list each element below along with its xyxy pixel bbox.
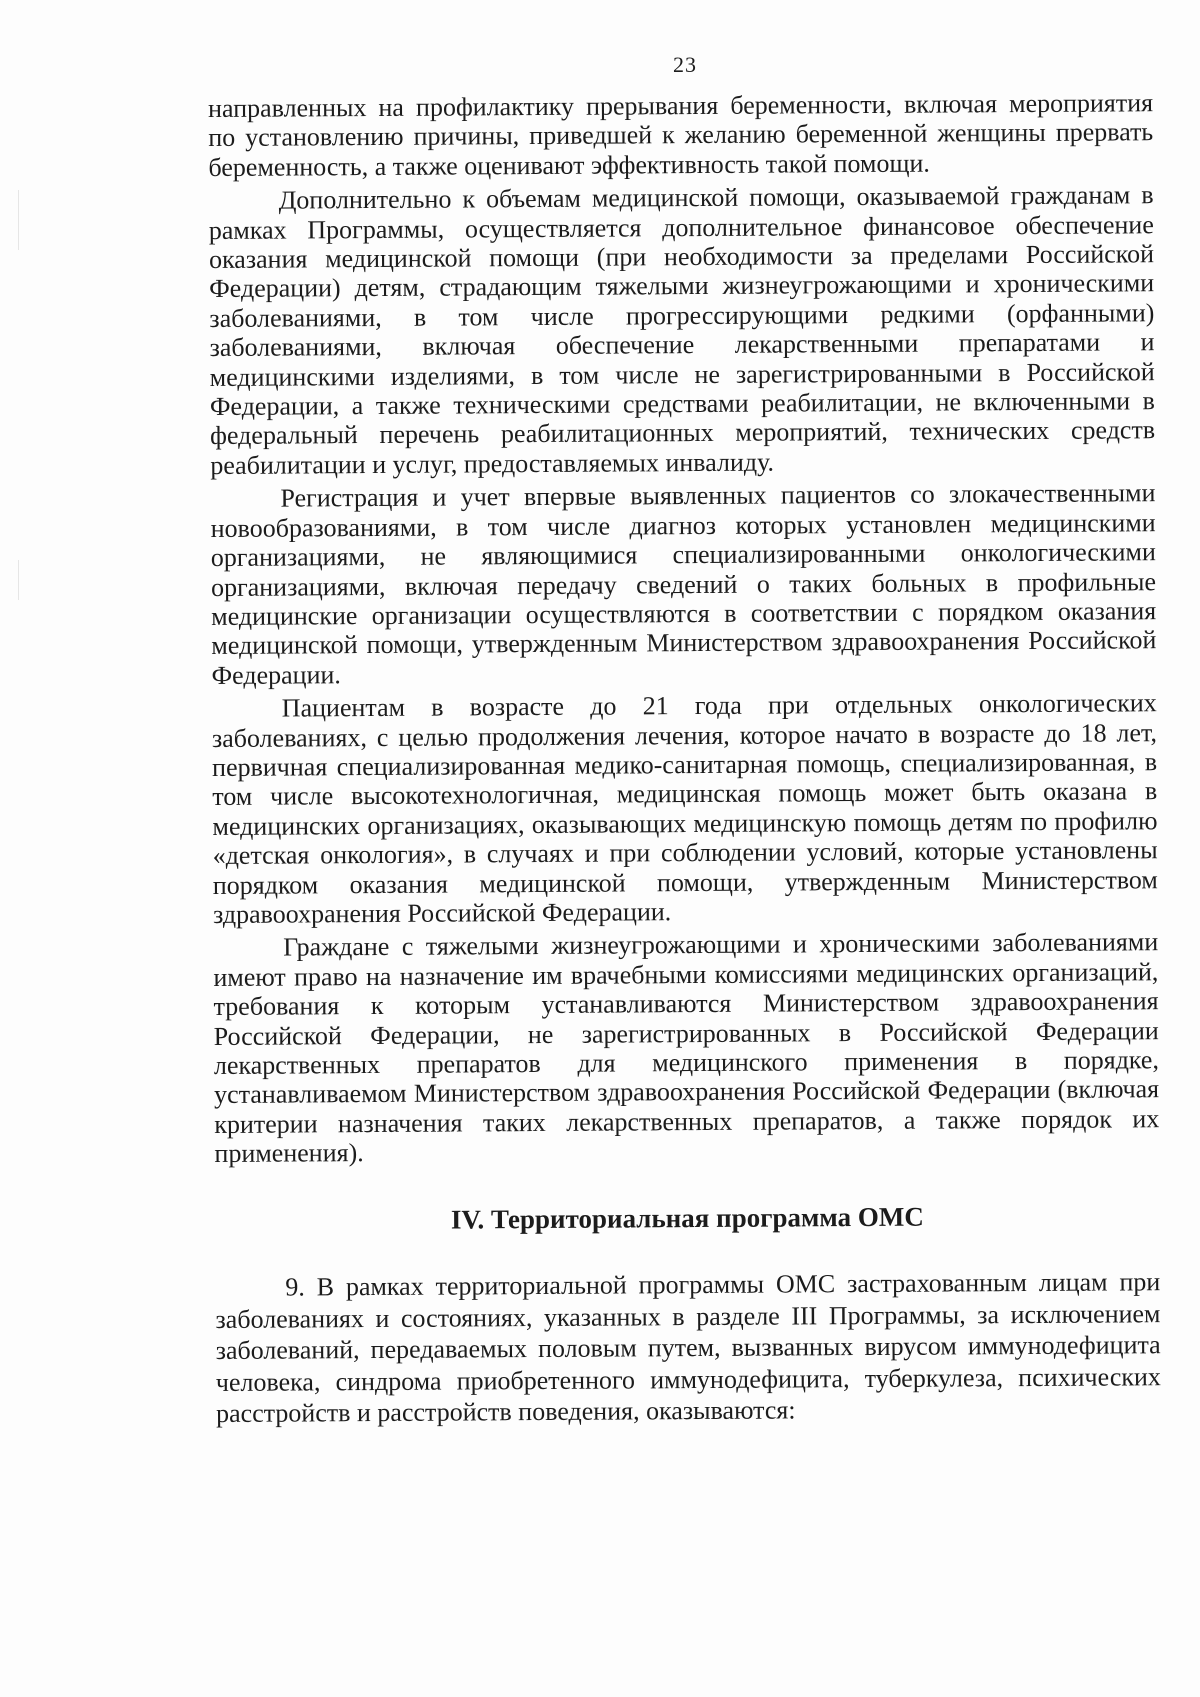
paragraph-additional-funding: Дополнительно к объемам медицинской помощи, оказываемой гражданам в рамках Программы, осуществляется дополнительное финансовое обеспечение оказания медицинской помощи (при необходимости за пределами Российской Федерации) детям, страдающим тяжелыми жизнеугрожающими и хроническими заболеваниями, в том числе прогрессирующими редкими (орфанными) заболеваниями, включая обеспечение лекарственными препаратами и медицинскими изделиями, в том числе не зарегистрированными в Российской Федерации, а также техническими средствами реабилитации, не включенными в федеральный перечень реабилитационных мероприятий, технических средств реабилитации и услуг, предоставляемых инвалиду. [208, 180, 1156, 480]
scan-margin-mark [18, 190, 19, 250]
page-number: 23 [673, 52, 697, 77]
document-body [208, 88, 1161, 1434]
paragraph-continuation: направленных на профилактику прерывания беременности, включая мероприятия по установлению причины, приведшей к желанию беременной женщины прервать беременность, а также оценивают эффективность такой помощи. [208, 88, 1154, 182]
paragraph-patients-under-21: Пациентам в возрасте до 21 года при отдельных онкологических заболеваниях, с целью продолжения лечения, которое начато в возрасте до 18 лет, первичная специализированная медико-санитарная помощь, специализированная, в том числе высокотехнологичная, медицинская помощь может быть оказана в медицинских организациях, оказывающих медицинскую помощь детям по профилю «детская онкология», в случаях и при соблюдении условий, которые установлены порядком оказания медицинской помощи, утвержденным Министерством здравоохранения Российской Федерации. [211, 688, 1158, 929]
paragraph-oncology-registration: Регистрация и учет впервые выявленных пациентов со злокачественными новообразованиями, в том числе диагноз которых установлен медицинскими организациями, не являющимися специализированными онкологическими организациями, включая передачу сведений о таких больных в профильные медицинские организации осуществляются в соответствии с порядком оказания медицинской помощи, утвержденным Министерством здравоохранения Российской Федерации. [210, 478, 1157, 690]
clause-9: 9. В рамках территориальной программы ОМС застрахованным лицам при заболеваниях и состояниях, указанных в разделе III Программы, за исключением заболеваний, передаваемых половым путем, вызванных вирусом иммунодефицита человека, синдрома приобретенного иммунодефицита, туберкулеза, психических расстройств и расстройств поведения, оказываются: [215, 1267, 1161, 1429]
section-title: IV. Территориальная программа ОМС [450, 1201, 924, 1235]
paragraph-unregistered-drugs: Граждане с тяжелыми жизнеугрожающими и хроническими заболеваниями имеют право на назначение им врачебными комиссиями медицинских организаций, требования к которым устанавливаются Министерством здравоохранения Российской Федерации, не зарегистрированных в Российской Федерации лекарственных препаратов для медицинского применения в порядке, устанавливаемом Министерством здравоохранения Российской Федерации (включая критерии назначения таких лекарственных препаратов, а также порядок их применения). [213, 927, 1160, 1169]
scan-margin-mark [18, 560, 19, 600]
